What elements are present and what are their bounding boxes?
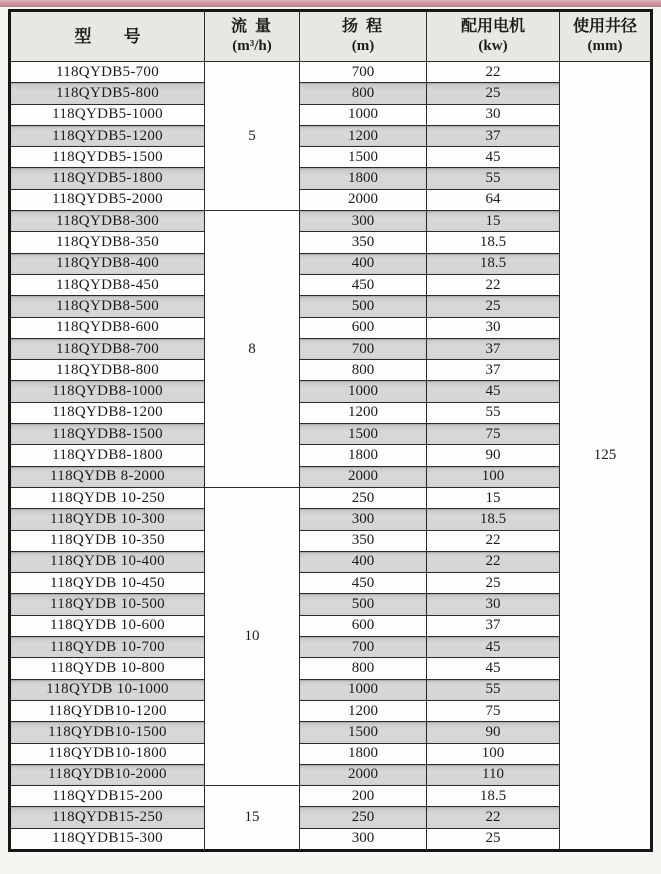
model-cell: 118QYDB8-1800	[10, 445, 205, 466]
head-cell: 1000	[300, 679, 427, 700]
model-cell: 118QYDB5-1800	[10, 168, 205, 189]
motor-cell: 37	[427, 615, 560, 636]
head-cell: 400	[300, 253, 427, 274]
head-cell: 500	[300, 296, 427, 317]
motor-cell: 37	[427, 360, 560, 381]
header-flow-unit: (m³/h)	[232, 38, 272, 55]
model-cell: 118QYDB 10-450	[10, 573, 205, 594]
head-cell: 1200	[300, 125, 427, 146]
head-cell: 450	[300, 573, 427, 594]
model-cell: 118QYDB8-350	[10, 232, 205, 253]
motor-cell: 37	[427, 338, 560, 359]
table-row	[10, 807, 652, 828]
table-row	[10, 104, 652, 125]
table-header	[10, 11, 652, 62]
table-row	[10, 274, 652, 295]
model-cell: 118QYDB8-450	[10, 274, 205, 295]
head-cell: 2000	[300, 466, 427, 487]
motor-cell: 45	[427, 147, 560, 168]
head-cell: 700	[300, 338, 427, 359]
head-cell: 800	[300, 83, 427, 104]
motor-cell: 64	[427, 189, 560, 210]
flow-cell: 8	[205, 211, 300, 488]
motor-cell: 90	[427, 445, 560, 466]
head-cell: 300	[300, 211, 427, 232]
model-cell: 118QYDB 10-400	[10, 551, 205, 572]
table-row	[10, 168, 652, 189]
head-cell: 300	[300, 828, 427, 850]
head-cell: 300	[300, 509, 427, 530]
header-well-unit: (mm)	[587, 38, 623, 55]
header-row	[10, 11, 652, 62]
table-row	[10, 317, 652, 338]
head-cell: 2000	[300, 764, 427, 785]
head-cell: 1500	[300, 424, 427, 445]
header-motor	[427, 11, 560, 62]
header-well	[560, 11, 652, 62]
model-cell: 118QYDB10-1200	[10, 700, 205, 721]
model-cell: 118QYDB8-600	[10, 317, 205, 338]
motor-cell: 55	[427, 168, 560, 189]
model-cell: 118QYDB8-500	[10, 296, 205, 317]
header-flow	[205, 11, 300, 62]
motor-cell: 25	[427, 573, 560, 594]
model-cell: 118QYDB8-1500	[10, 424, 205, 445]
table-row	[10, 637, 652, 658]
table-row	[10, 147, 652, 168]
table-row	[10, 360, 652, 381]
model-cell: 118QYDB5-1500	[10, 147, 205, 168]
motor-cell: 25	[427, 296, 560, 317]
model-cell: 118QYDB 10-350	[10, 530, 205, 551]
table-row	[10, 487, 652, 508]
header-motor-unit: (kw)	[478, 38, 508, 55]
head-cell: 400	[300, 551, 427, 572]
head-cell: 1000	[300, 381, 427, 402]
header-flow-label: 流 量	[230, 18, 273, 36]
table-row	[10, 658, 652, 679]
motor-cell: 75	[427, 700, 560, 721]
motor-cell: 100	[427, 743, 560, 764]
header-model	[10, 11, 205, 62]
table-row	[10, 764, 652, 785]
header-well-label: 使用井径	[572, 18, 637, 36]
table-row	[10, 338, 652, 359]
motor-cell: 22	[427, 530, 560, 551]
model-cell: 118QYDB 10-600	[10, 615, 205, 636]
model-cell: 118QYDB8-1200	[10, 402, 205, 423]
table-row	[10, 125, 652, 146]
table-row	[10, 700, 652, 721]
model-cell: 118QYDB15-250	[10, 807, 205, 828]
motor-cell: 22	[427, 551, 560, 572]
model-cell: 118QYDB 10-700	[10, 637, 205, 658]
table-row	[10, 573, 652, 594]
table-row	[10, 296, 652, 317]
header-head	[300, 11, 427, 62]
head-cell: 800	[300, 658, 427, 679]
motor-cell: 30	[427, 594, 560, 615]
table-row	[10, 828, 652, 850]
motor-cell: 30	[427, 317, 560, 338]
motor-cell: 22	[427, 807, 560, 828]
model-cell: 118QYDB5-700	[10, 62, 205, 83]
head-cell: 600	[300, 615, 427, 636]
model-cell: 118QYDB5-800	[10, 83, 205, 104]
motor-cell: 110	[427, 764, 560, 785]
model-cell: 118QYDB8-400	[10, 253, 205, 274]
model-cell: 118QYDB5-2000	[10, 189, 205, 210]
model-cell: 118QYDB5-1000	[10, 104, 205, 125]
table-row	[10, 402, 652, 423]
head-cell: 1200	[300, 700, 427, 721]
motor-cell: 18.5	[427, 786, 560, 807]
motor-cell: 90	[427, 722, 560, 743]
model-cell: 118QYDB15-300	[10, 828, 205, 850]
table-row	[10, 466, 652, 487]
model-cell: 118QYDB8-300	[10, 211, 205, 232]
head-cell: 800	[300, 360, 427, 381]
model-cell: 118QYDB10-1800	[10, 743, 205, 764]
head-cell: 450	[300, 274, 427, 295]
head-cell: 1200	[300, 402, 427, 423]
head-cell: 2000	[300, 189, 427, 210]
head-cell: 350	[300, 232, 427, 253]
model-cell: 118QYDB10-2000	[10, 764, 205, 785]
table-row	[10, 679, 652, 700]
table-row	[10, 509, 652, 530]
motor-cell: 55	[427, 402, 560, 423]
motor-cell: 100	[427, 466, 560, 487]
table-row	[10, 83, 652, 104]
flow-cell: 5	[205, 62, 300, 211]
head-cell: 350	[300, 530, 427, 551]
model-cell: 118QYDB5-1200	[10, 125, 205, 146]
motor-cell: 22	[427, 62, 560, 83]
table-row	[10, 551, 652, 572]
model-cell: 118QYDB10-1500	[10, 722, 205, 743]
head-cell: 1500	[300, 147, 427, 168]
model-cell: 118QYDB8-700	[10, 338, 205, 359]
table-row	[10, 743, 652, 764]
header-head-unit: (m)	[351, 38, 375, 55]
motor-cell: 18.5	[427, 232, 560, 253]
model-cell: 118QYDB 10-250	[10, 487, 205, 508]
head-cell: 1800	[300, 168, 427, 189]
motor-cell: 18.5	[427, 509, 560, 530]
header-model-label: 型 号	[74, 26, 155, 46]
model-cell: 118QYDB 10-1000	[10, 679, 205, 700]
table-row	[10, 615, 652, 636]
head-cell: 200	[300, 786, 427, 807]
motor-cell: 75	[427, 424, 560, 445]
table-row	[10, 232, 652, 253]
top-pink-strip	[0, 0, 661, 7]
model-cell: 118QYDB 10-800	[10, 658, 205, 679]
head-cell: 700	[300, 62, 427, 83]
head-cell: 1800	[300, 743, 427, 764]
motor-cell: 37	[427, 125, 560, 146]
flow-cell: 10	[205, 487, 300, 785]
flow-cell: 15	[205, 786, 300, 851]
well-diameter-cell: 125	[560, 62, 652, 851]
motor-cell: 15	[427, 487, 560, 508]
motor-cell: 22	[427, 274, 560, 295]
motor-cell: 45	[427, 637, 560, 658]
head-cell: 1500	[300, 722, 427, 743]
table-row	[10, 381, 652, 402]
model-cell: 118QYDB8-800	[10, 360, 205, 381]
pump-spec-table	[8, 9, 653, 852]
head-cell: 250	[300, 807, 427, 828]
table-row	[10, 786, 652, 807]
head-cell: 1800	[300, 445, 427, 466]
motor-cell: 45	[427, 658, 560, 679]
head-cell: 1000	[300, 104, 427, 125]
head-cell: 700	[300, 637, 427, 658]
table-row	[10, 722, 652, 743]
motor-cell: 25	[427, 83, 560, 104]
motor-cell: 55	[427, 679, 560, 700]
model-cell: 118QYDB 10-500	[10, 594, 205, 615]
motor-cell: 25	[427, 828, 560, 850]
table-row	[10, 189, 652, 210]
table-row	[10, 62, 652, 83]
motor-cell: 18.5	[427, 253, 560, 274]
model-cell: 118QYDB8-1000	[10, 381, 205, 402]
motor-cell: 15	[427, 211, 560, 232]
table-row	[10, 530, 652, 551]
model-cell: 118QYDB 8-2000	[10, 466, 205, 487]
table-row	[10, 253, 652, 274]
header-motor-label: 配用电机	[460, 18, 525, 36]
model-cell: 118QYDB 10-300	[10, 509, 205, 530]
table-body	[10, 62, 652, 851]
head-cell: 500	[300, 594, 427, 615]
table-row	[10, 424, 652, 445]
motor-cell: 30	[427, 104, 560, 125]
head-cell: 250	[300, 487, 427, 508]
header-head-label: 扬 程	[341, 18, 384, 36]
motor-cell: 45	[427, 381, 560, 402]
model-cell: 118QYDB15-200	[10, 786, 205, 807]
table-row	[10, 594, 652, 615]
head-cell: 600	[300, 317, 427, 338]
table-row	[10, 445, 652, 466]
table-row	[10, 211, 652, 232]
